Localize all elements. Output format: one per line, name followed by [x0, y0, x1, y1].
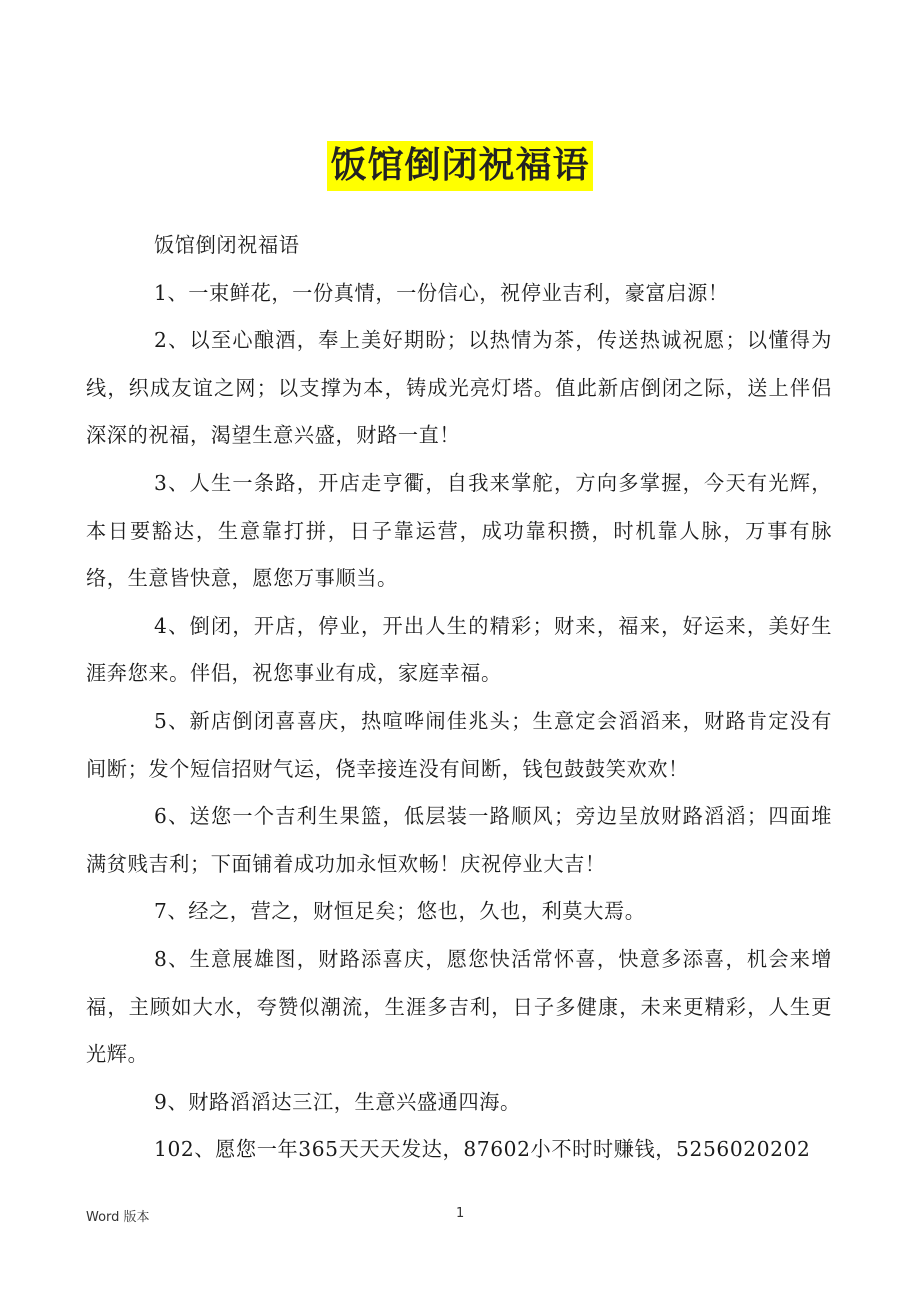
paragraph-5: 5、新店倒闭喜喜庆，热喧哗闹佳兆头；生意定会滔滔来，财路肯定没有间断；发个短信招财气运，侥幸接连没有间断，钱包鼓鼓笑欢欢！: [86, 708, 832, 781]
title-container: [0, 141, 920, 191]
document-body: [86, 222, 832, 1174]
footer-page-number: 1: [456, 1206, 465, 1221]
paragraph-4: 4、倒闭，开店，停业，开出人生的精彩；财来，福来，好运来，美好生涯奔您来。伴侣，祝您事业有成，家庭幸福。: [86, 613, 832, 686]
footer-version-label: Word 版本: [86, 1210, 150, 1225]
paragraph-1: 1、一束鲜花，一份真情，一份信心，祝停业吉利，豪富启源！: [154, 280, 729, 305]
paragraph-3: 3、人生一条路，开店走亨衢，自我来掌舵，方向多掌握，今天有光辉，本日要豁达，生意靠打拼，日子靠运营，成功靠积攒，时机靠人脉，万事有脉络，生意皆快意，愿您万事顺当。: [86, 470, 832, 591]
paragraph-7: 7、经之，营之，财恒足矣；悠也，久也，利莫大焉。: [154, 899, 646, 924]
paragraph-10: 102、愿您一年365天天天发达，87602小不时时赚钱，5256020202: [154, 1137, 811, 1162]
paragraph-heading: 饭馆倒闭祝福语: [154, 233, 300, 257]
paragraph-9: 9、财路滔滔达三江，生意兴盛通四海。: [154, 1089, 521, 1114]
paragraph-2: 2、以至心酿酒，奉上美好期盼；以热情为茶，传送热诚祝愿；以懂得为线，织成友谊之网；以支撑为本，铸成光亮灯塔。值此新店倒闭之际，送上伴侣深深的祝福，渴望生意兴盛，财路一直！: [86, 328, 832, 448]
paragraph-6: 6、送您一个吉利生果篮，低层装一路顺风；旁边呈放财路滔滔；四面堆满贫贱吉利；下面铺着成功加永恒欢畅！庆祝停业大吉！: [86, 804, 832, 876]
paragraph-8: 8、生意展雄图，财路添喜庆，愿您快活常怀喜，快意多添喜，机会来增福，主顾如大水，夸赞似潮流，生涯多吉利，日子多健康，未来更精彩，人生更光辉。: [86, 946, 832, 1067]
document-title: 饭馆倒闭祝福语: [327, 141, 592, 191]
